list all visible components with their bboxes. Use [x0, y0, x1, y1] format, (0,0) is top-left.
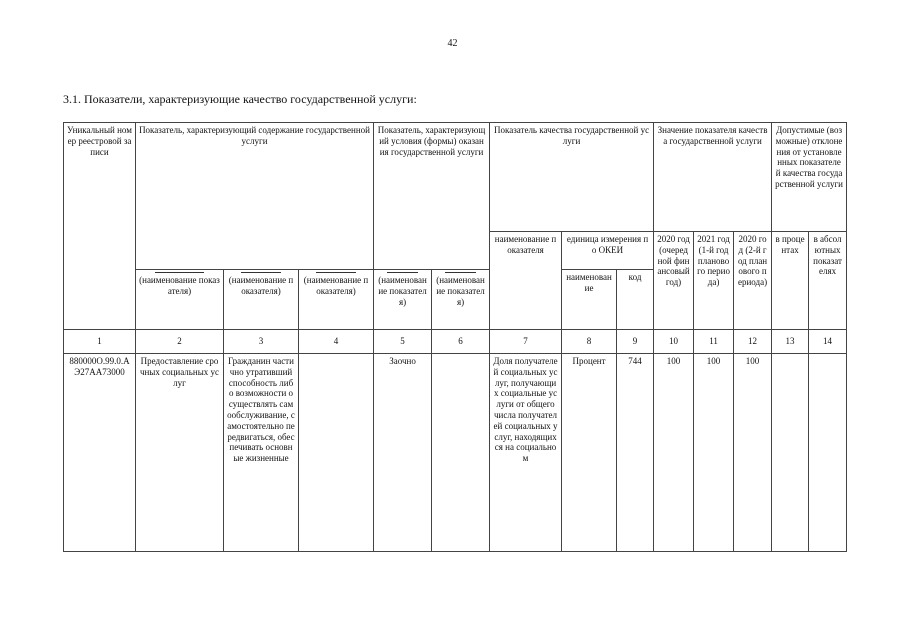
subheader-name-c: (наименование показателя)	[299, 270, 374, 330]
header-in-percent: в процентах	[772, 232, 809, 330]
subheader-name-d: (наименование показателя)	[374, 270, 432, 330]
header-unique-number: Уникальный номер реестровой записи	[64, 123, 136, 330]
column-number: 5	[374, 330, 432, 354]
subheader-name-a: (наименование показателя)	[136, 270, 224, 330]
column-number: 11	[694, 330, 734, 354]
header-year-2020b: 2020 год (2-й год планового периода)	[734, 232, 772, 330]
header-year-2020: 2020 год (очередной финансовый год)	[654, 232, 694, 330]
column-number: 3	[224, 330, 299, 354]
conditions-indicator-2-cell	[432, 354, 490, 552]
deviation-percent-cell	[772, 354, 809, 552]
header-content-indicator: Показатель, характеризующий содержание государственной услуги	[136, 123, 374, 270]
header-allowed-deviations: Допустимые (возможные) отклонения от установленных показателей качества государственной услуги	[772, 123, 847, 232]
header-unit-code: код	[617, 270, 654, 330]
header-conditions-indicator: Показатель, характеризующий условия (формы) оказания государственной услуги	[374, 123, 490, 270]
unit-name-cell: Процент	[562, 354, 617, 552]
column-number: 14	[809, 330, 847, 354]
column-number: 13	[772, 330, 809, 354]
service-content-cell: Предоставление срочных социальных услуг	[136, 354, 224, 552]
column-number: 1	[64, 330, 136, 354]
column-number: 4	[299, 330, 374, 354]
recipient-category-cell: Гражданин частично утративший способность либо возможности осуществлять самообслуживание, самостоятельно передвигаться, обеспечивать основные жизненные	[224, 354, 299, 552]
subheader-name-b: (наименование показателя)	[224, 270, 299, 330]
header-indicator-value: Значение показателя качества государственной услуги	[654, 123, 772, 232]
unit-code-cell: 744	[617, 354, 654, 552]
header-in-absolute: в абсолютных показателях	[809, 232, 847, 330]
column-number: 2	[136, 330, 224, 354]
value-2020-cell: 100	[654, 354, 694, 552]
header-unit-name: наименование	[562, 270, 617, 330]
header-year-2021: 2021 год (1-й год планового периода)	[694, 232, 734, 330]
column-number: 6	[432, 330, 490, 354]
column-number: 10	[654, 330, 694, 354]
subheader-name-e: (наименование показателя)	[432, 270, 490, 330]
quality-indicators-table	[63, 122, 847, 552]
deviation-absolute-cell	[809, 354, 847, 552]
column-number: 12	[734, 330, 772, 354]
section-title: 3.1. Показатели, характеризующие качество государственной услуги:	[63, 92, 417, 106]
value-2021-cell: 100	[694, 354, 734, 552]
column-number: 7	[490, 330, 562, 354]
header-indicator-name: наименование показателя	[490, 232, 562, 330]
column-number: 9	[617, 330, 654, 354]
registry-number-cell: 880000О.99.0.АЭ27АА73000	[64, 354, 136, 552]
header-unit-okei: единица измерения по ОКЕИ	[562, 232, 654, 270]
content-indicator-3-cell	[299, 354, 374, 552]
quality-indicator-name-cell: Доля получателей социальных услуг, получающих социальные услуги от общего числа получателей социальных услуг, находящихся на социальном	[490, 354, 562, 552]
service-form-cell: Заочно	[374, 354, 432, 552]
column-number: 8	[562, 330, 617, 354]
value-2020b-cell: 100	[734, 354, 772, 552]
header-quality-indicator: Показатель качества государственной услуги	[490, 123, 654, 232]
page-number: 42	[447, 38, 458, 49]
table-row	[64, 354, 847, 552]
